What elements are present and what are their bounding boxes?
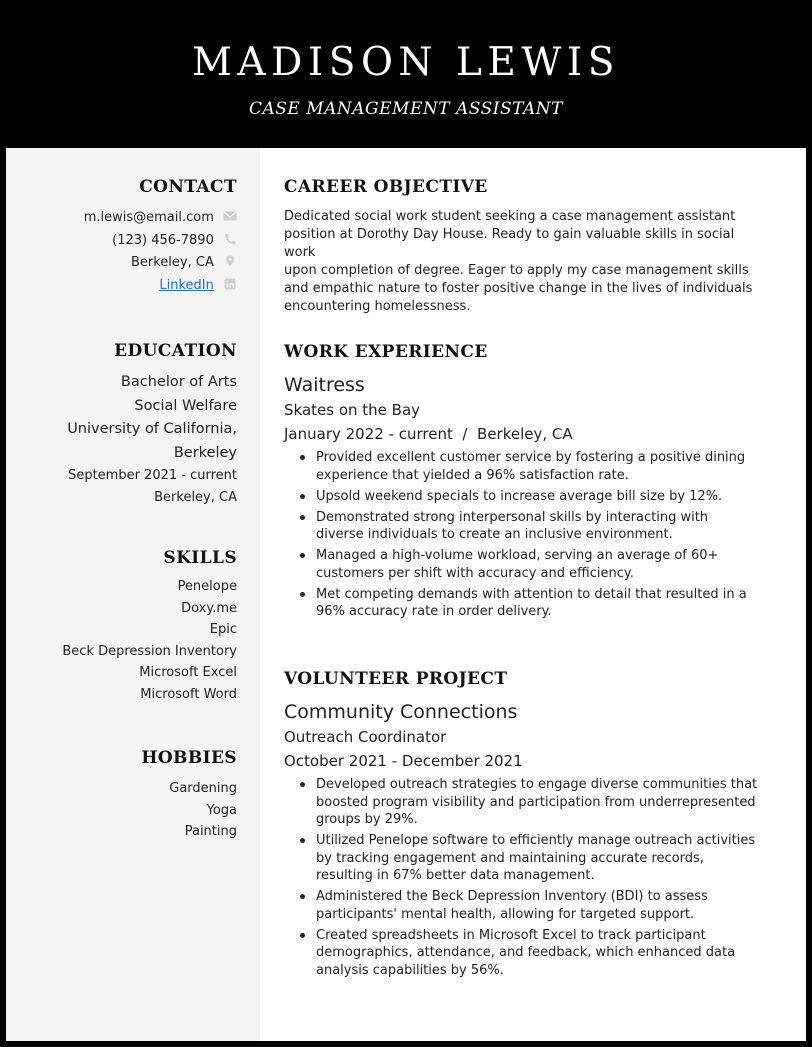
contact-email [17, 207, 237, 230]
objective-line: and empathic nature to foster positive change in the lives of individuals [284, 281, 753, 296]
job-dates-location [284, 422, 759, 446]
phone-text: (123) 456-7890 [112, 232, 214, 248]
education-degree: Bachelor of Arts [120, 374, 237, 390]
list-item: Created spreadsheets in Microsoft Excel to track participant demographics, attendance, and feedback, which enhanced data analysis capabilities by 56%. [316, 927, 759, 980]
candidate-role: CASE MANAGEMENT ASSISTANT [248, 99, 564, 119]
list-item: Utilized Penelope software to efficiently manage outreach activities by tracking engagement and maintaining accurate records, resulting in 67% better data management. [316, 832, 759, 885]
education-location: Berkeley, CA [154, 490, 237, 505]
contact-location [17, 252, 237, 275]
objective-line: Dedicated social work student seeking a case management assistant [284, 209, 736, 224]
volunteer-block [284, 699, 759, 983]
experience-bullets [284, 449, 759, 621]
list-item: Demonstrated strong interpersonal skills by interacting with diverse individuals to create an inclusive environment. [316, 509, 759, 544]
list-item: Met competing demands with attention to detail that resulted in a 96% accuracy rate in order delivery. [316, 586, 759, 621]
resume-header [0, 0, 812, 148]
education-school-city: Berkeley [173, 444, 237, 461]
list-item: Developed outreach strategies to engage diverse communities that boosted program visibility and participation from underrepresented groups by 29%. [316, 777, 758, 827]
objective-heading: CAREER OBJECTIVE [284, 177, 488, 197]
job-company: Skates on the Bay [284, 401, 421, 419]
email-text: m.lewis@email.com [83, 210, 214, 225]
skill-item: Doxy.me [181, 600, 237, 616]
phone-icon [223, 233, 237, 245]
list-item: Administered the Beck Depression Inventory (BDI) to assess participants' mental health, allowing for targeted support. [316, 888, 759, 923]
list-item: Upsold weekend specials to increase average bill size by 12%. [316, 488, 759, 506]
objective-line: position at Dorothy Day House. Ready to gain valuable skills in social work [284, 227, 735, 260]
contact-linkedin [17, 275, 237, 298]
main-content [260, 148, 806, 1041]
skills-list [17, 576, 237, 706]
education-school: University of California, [67, 421, 237, 437]
skill-item: Beck Depression Inventory [62, 643, 237, 659]
location-pin-icon [223, 255, 237, 267]
objective-line: upon completion of degree. Eager to apply my case management skills [284, 263, 749, 278]
objective-line: encountering homelessness. [284, 299, 471, 314]
list-item: Provided excellent customer service by fostering a positive dining experience that yielded a 96% satisfaction rate. [316, 449, 759, 484]
project-role: Outreach Coordinator [284, 728, 447, 746]
skill-item: Penelope [177, 579, 237, 594]
experience-block [284, 372, 759, 624]
volunteer-heading: VOLUNTEER PROJECT [284, 669, 508, 689]
skills-heading: SKILLS [163, 548, 237, 568]
project-name: Community Connections [284, 701, 518, 723]
skill-item: Epic [209, 622, 237, 638]
date-separator: / [462, 425, 468, 443]
education-heading: EDUCATION [114, 341, 237, 361]
job-title: Waitress [284, 374, 365, 396]
job-dates: January 2022 - current [284, 425, 453, 443]
skill-item: Microsoft Excel [139, 665, 237, 681]
hobbies-heading: HOBBIES [141, 748, 237, 768]
linkedin-icon [223, 278, 237, 290]
contact-phone [17, 230, 237, 253]
hobbies-list [17, 778, 237, 843]
candidate-name: MADISON LEWIS [191, 40, 621, 85]
hobby-item: Painting [184, 824, 237, 840]
objective-text [284, 208, 759, 316]
job-location: Berkeley, CA [477, 425, 573, 443]
volunteer-bullets [284, 776, 759, 979]
contact-heading: CONTACT [139, 177, 237, 197]
hobby-item: Yoga [206, 802, 237, 818]
education-field: Social Welfare [134, 397, 237, 414]
hobby-item: Gardening [169, 781, 237, 796]
skill-item: Microsoft Word [140, 686, 237, 702]
linkedin-link[interactable]: LinkedIn [159, 278, 214, 294]
envelope-icon [223, 210, 237, 222]
location-text: Berkeley, CA [130, 255, 214, 271]
sidebar [6, 148, 260, 1041]
contact-list [17, 207, 237, 298]
project-dates: October 2021 - December 2021 [284, 752, 523, 770]
education-block [17, 371, 237, 509]
education-dates: September 2021 - current [68, 468, 237, 483]
list-item: Managed a high-volume workload, serving an average of 60+ customers per shift with accuracy and efficiency. [316, 547, 759, 582]
experience-heading: WORK EXPERIENCE [284, 342, 488, 362]
